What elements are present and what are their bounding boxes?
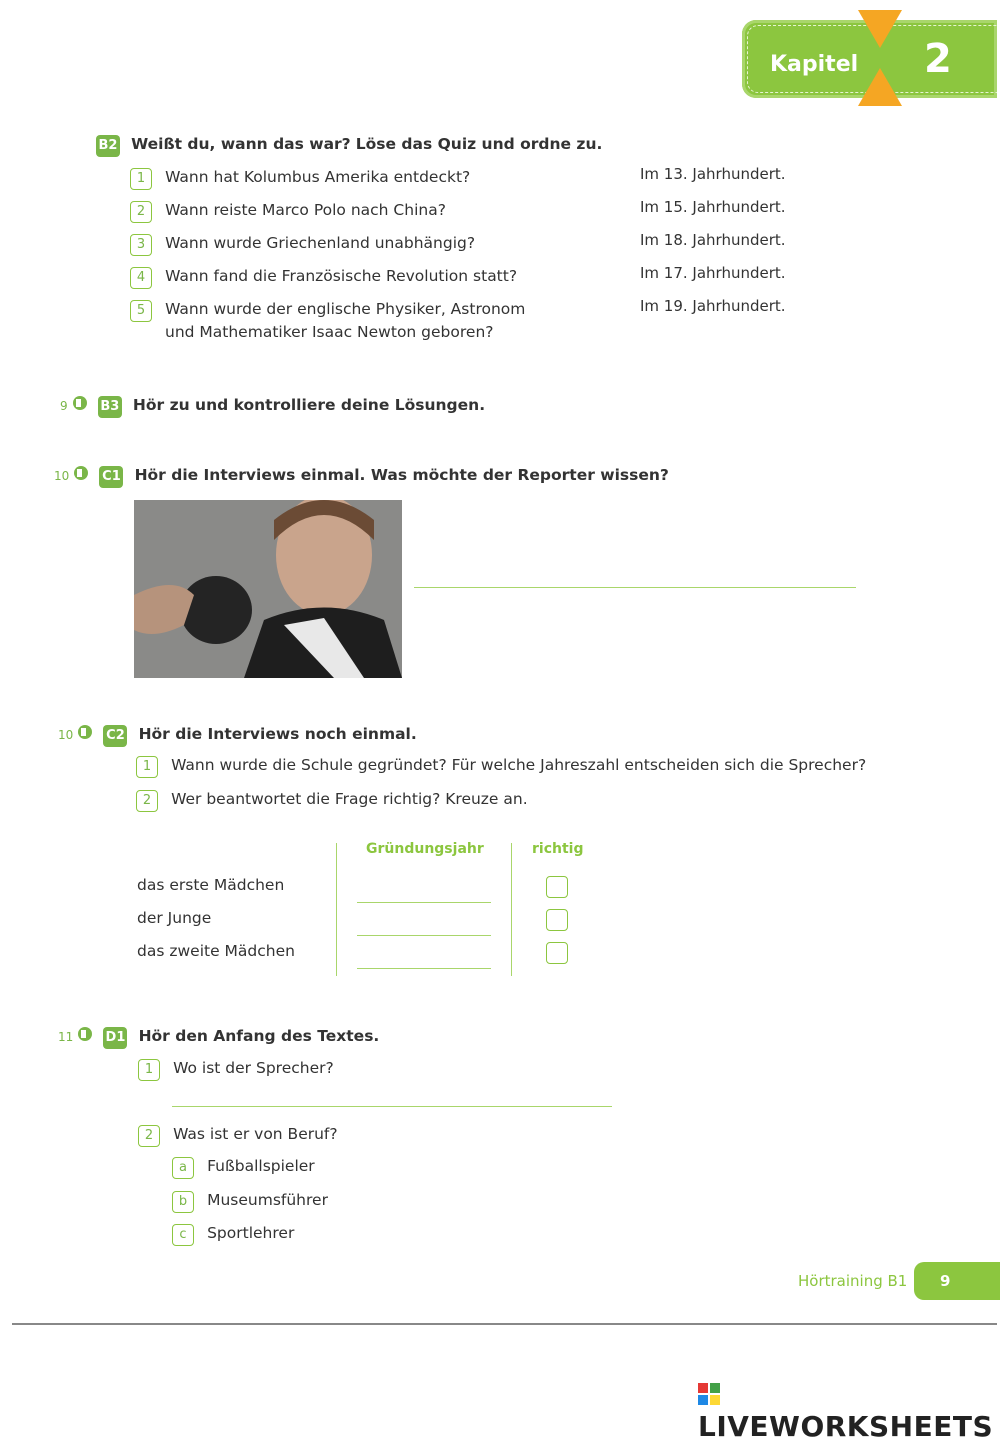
task-b2-header xyxy=(96,134,602,157)
question-text: Was ist er von Beruf? xyxy=(173,1125,338,1143)
b2-question-4 xyxy=(130,266,517,289)
task-d1-title: Hör den Anfang des Textes. xyxy=(138,1027,380,1045)
table-divider-right xyxy=(511,843,512,976)
task-b2-title-plain: Löse das Quiz und ordne zu. xyxy=(355,135,603,153)
question-text: Wann wurde Griechenland unabhängig? xyxy=(165,234,476,252)
b2-question-5 xyxy=(130,299,525,322)
row-label-boy: der Junge xyxy=(137,909,212,927)
page-number: 9 xyxy=(940,1272,951,1290)
chapter-triangle-bottom xyxy=(858,68,902,106)
table-divider-left xyxy=(336,843,337,976)
correct-checkbox-1[interactable] xyxy=(546,876,568,898)
b2-question-2 xyxy=(130,200,446,223)
track-number: 11 xyxy=(58,1030,74,1044)
d1-option-a[interactable] xyxy=(172,1156,315,1179)
question-number: 2 xyxy=(136,790,158,812)
speaker-icon[interactable] xyxy=(74,466,88,480)
question-number: 2 xyxy=(130,201,152,223)
question-number: 4 xyxy=(130,267,152,289)
question-text: Wann wurde der englische Physiker, Astronom xyxy=(165,300,526,318)
correct-checkbox-2[interactable] xyxy=(546,909,568,931)
b2-question-3 xyxy=(130,233,475,256)
question-number: 2 xyxy=(138,1125,160,1147)
b2-answer-4[interactable]: Im 17. Jahrhundert. xyxy=(640,264,786,282)
c2-question-1 xyxy=(136,755,866,778)
chapter-label: Kapitel xyxy=(770,52,859,77)
reporter-photo xyxy=(134,500,402,678)
question-text: Wann wurde die Schule gegründet? Für welche Jahreszahl entscheiden sich die Sprecher? xyxy=(171,756,867,774)
task-b3-title: Hör zu und kontrolliere deine Lösungen. xyxy=(132,396,486,414)
liveworksheets-wordmark: LIVEWORKSHEETS xyxy=(698,1410,994,1443)
track-number: 10 xyxy=(54,469,70,483)
b2-question-1 xyxy=(130,167,470,190)
b2-question-5-line-2: und Mathematiker Isaac Newton geboren? xyxy=(165,323,494,341)
track-number: 9 xyxy=(60,399,68,413)
task-c2-title: Hör die Interviews noch einmal. xyxy=(138,725,417,743)
task-d1-header xyxy=(58,1026,379,1049)
task-c1-header xyxy=(54,465,669,488)
b2-answer-2[interactable]: Im 15. Jahrhundert. xyxy=(640,198,786,216)
b2-answer-1[interactable]: Im 13. Jahrhundert. xyxy=(640,165,786,183)
c1-answer-line[interactable] xyxy=(414,587,856,588)
year-line-1[interactable] xyxy=(357,902,491,903)
track-number: 10 xyxy=(58,728,74,742)
d1-option-c[interactable] xyxy=(172,1223,294,1246)
chapter-triangle-top xyxy=(858,10,902,48)
col-header-correct: richtig xyxy=(532,841,584,857)
task-c2-header xyxy=(58,724,417,747)
question-text: Wer beantwortet die Frage richtig? Kreuze an. xyxy=(171,790,528,808)
option-letter: c xyxy=(172,1224,194,1246)
task-tag-d1: D1 xyxy=(103,1027,127,1049)
task-tag-c1: C1 xyxy=(99,466,123,488)
year-line-3[interactable] xyxy=(357,968,491,969)
option-letter: a xyxy=(172,1157,194,1179)
footer-page-tab xyxy=(914,1262,1000,1300)
row-label-second-girl: das zweite Mädchen xyxy=(137,942,295,960)
option-text: Museumsführer xyxy=(207,1191,328,1209)
task-tag-b2: B2 xyxy=(96,135,120,157)
col-header-year: Gründungsjahr xyxy=(366,841,484,857)
question-number: 1 xyxy=(130,168,152,190)
b2-answer-3[interactable]: Im 18. Jahrhundert. xyxy=(640,231,786,249)
d1-question-1 xyxy=(138,1058,334,1081)
question-text: Wo ist der Sprecher? xyxy=(173,1059,334,1077)
d1-question-2 xyxy=(138,1124,338,1147)
liveworksheets-logo xyxy=(698,1377,1000,1443)
option-text: Fußballspieler xyxy=(207,1157,315,1175)
task-tag-c2: C2 xyxy=(103,725,127,747)
question-text: Wann reiste Marco Polo nach China? xyxy=(165,201,446,219)
c2-question-2 xyxy=(136,789,528,812)
task-c1-title: Hör die Interviews einmal. Was möchte der Reporter wissen? xyxy=(134,466,669,484)
option-text: Sportlehrer xyxy=(207,1224,295,1242)
question-number: 1 xyxy=(138,1059,160,1081)
footer-divider xyxy=(12,1323,997,1325)
chapter-number: 2 xyxy=(924,36,952,82)
row-label-first-girl: das erste Mädchen xyxy=(137,876,285,894)
question-text: Wann hat Kolumbus Amerika entdeckt? xyxy=(165,168,471,186)
option-letter: b xyxy=(172,1191,194,1213)
question-number: 1 xyxy=(136,756,158,778)
b2-answer-5[interactable]: Im 19. Jahrhundert. xyxy=(640,297,786,315)
task-b2-title-bold: Weißt du, wann das war? xyxy=(131,135,351,153)
speaker-icon[interactable] xyxy=(78,1027,92,1041)
task-tag-b3: B3 xyxy=(98,396,122,418)
question-number: 5 xyxy=(130,300,152,322)
correct-checkbox-3[interactable] xyxy=(546,942,568,964)
speaker-icon[interactable] xyxy=(73,396,87,410)
d1-option-b[interactable] xyxy=(172,1190,328,1213)
footer-book-title: Hörtraining B1 xyxy=(798,1272,908,1290)
year-line-2[interactable] xyxy=(357,935,491,936)
liveworksheets-logo-icon xyxy=(698,1383,720,1405)
d1-answer-line[interactable] xyxy=(172,1106,612,1107)
question-number: 3 xyxy=(130,234,152,256)
task-b3-header xyxy=(60,395,485,418)
speaker-icon[interactable] xyxy=(78,725,92,739)
question-text: Wann fand die Französische Revolution statt? xyxy=(165,267,518,285)
